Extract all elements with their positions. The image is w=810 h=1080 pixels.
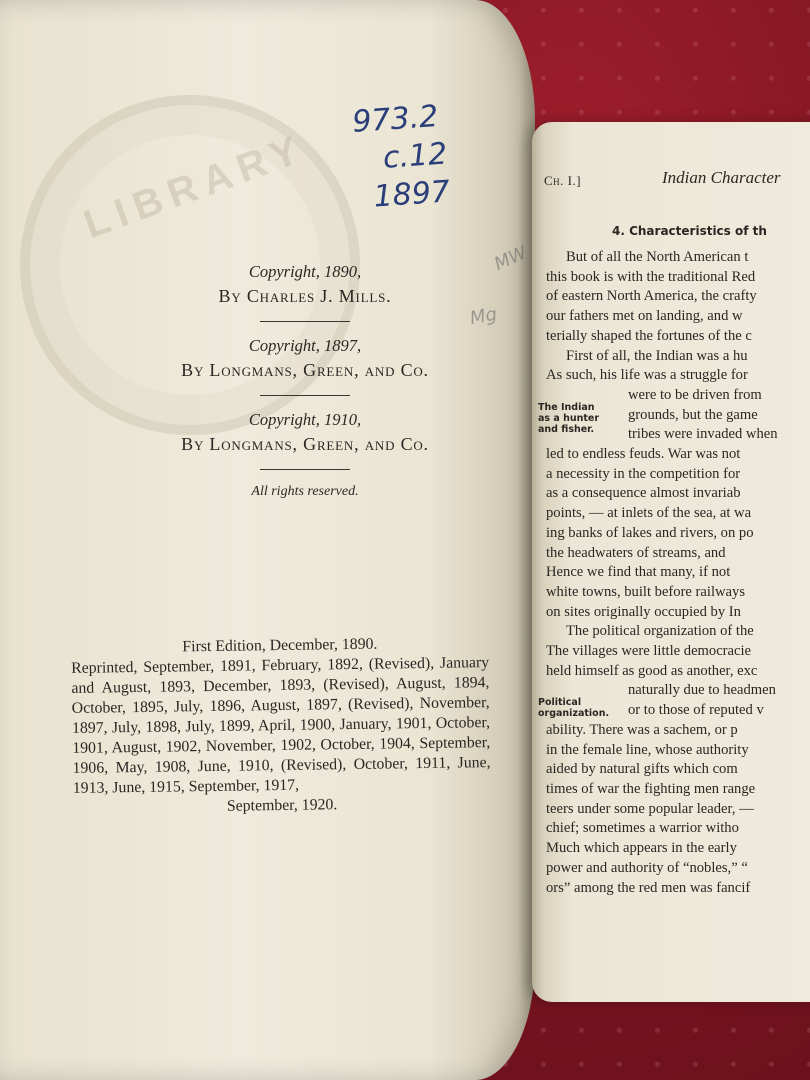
- stamp-lettering: LIBRARY: [78, 126, 312, 247]
- text-line: grounds, but the game: [628, 406, 758, 423]
- text-line: times of war the fighting men range: [546, 780, 756, 797]
- text-line: terially shaped the fortunes of the c: [546, 327, 752, 344]
- text-line: naturally due to headmen: [628, 682, 776, 699]
- margin-note-political: Political organization.: [538, 697, 610, 719]
- copyright-holder: By Charles J. Mills.: [218, 286, 392, 306]
- call-number-line: 1897: [372, 174, 452, 215]
- edition-history: [71, 633, 491, 819]
- call-number-line: 973.2: [351, 98, 440, 140]
- text-line: First of all, the Indian was a hu: [566, 347, 748, 364]
- divider: [260, 321, 350, 322]
- text-line: in the female line, whose authority: [546, 741, 749, 758]
- text-line: led to endless feuds. War was not: [546, 446, 741, 463]
- text-line: as a consequence almost invariab: [546, 485, 741, 502]
- text-line: ors” among the red men was fancif: [546, 879, 751, 896]
- text-line: our fathers met on landing, and w: [546, 308, 743, 325]
- pencil-mark: MW: [491, 241, 531, 276]
- copyright-holder: By Longmans, Green, and Co.: [181, 434, 429, 454]
- rights-reserved: All rights reserved.: [251, 484, 359, 499]
- text-line: of eastern North America, the crafty: [546, 288, 757, 305]
- copyright-line: Copyright, 1910,: [248, 410, 362, 429]
- call-number-line: c.12: [381, 136, 449, 176]
- text-line: or to those of reputed v: [628, 702, 764, 719]
- text-line: a necessity in the competition for: [546, 465, 741, 482]
- section-heading: 4. Characteristics of th: [612, 224, 767, 238]
- running-header: [544, 168, 810, 190]
- text-line: chief; sometimes a warrior witho: [546, 820, 739, 837]
- handwritten-call-number: [351, 96, 469, 217]
- copyright-block: [130, 262, 480, 500]
- divider: [260, 395, 350, 396]
- text-line: power and authority of “nobles,” “: [546, 859, 748, 876]
- right-page-text: [532, 122, 810, 1002]
- body-text: [546, 248, 810, 898]
- last-reprint: September, 1920.: [226, 796, 338, 815]
- chapter-label: Ch. I.]: [544, 173, 582, 188]
- text-line: The villages were little democracie: [546, 643, 752, 660]
- text-line: were to be driven from: [628, 386, 762, 403]
- text-line: The political organization of the: [566, 623, 754, 640]
- text-line: teers under some popular leader, —: [546, 800, 754, 817]
- pencil-mark: Mg: [468, 303, 499, 330]
- text-line: white towns, built before railways: [546, 583, 745, 600]
- copyright-holder: By Longmans, Green, and Co.: [181, 360, 429, 380]
- copyright-line: Copyright, 1890,: [248, 262, 362, 281]
- text-line: But of all the North American t: [566, 249, 749, 265]
- text-line: aided by natural gifts which com: [546, 761, 738, 778]
- divider: [260, 469, 350, 470]
- text-line: held himself as good as another, exc: [546, 662, 758, 679]
- reprint-list: Reprinted, September, 1891, February, 1892, (Revised), January and August, 1893, December, 1893, (Revised), August, 1894, October, 1895, July, 1896, August, 1897, (Revised), November, 1897, July, 1898, July, 1899, April, 1900, January, 1901, October, 1901, August, 1902, November, 1902, October, 1904, September, 1906, May, 1908, June, 1910, (Revised), October, 1911, June, 1913, June, 1915, September, 1917,: [71, 654, 491, 797]
- text-line: this book is with the traditional Red: [546, 268, 756, 285]
- text-line: As such, his life was a struggle for: [546, 367, 748, 384]
- text-line: ability. There was a sachem, or p: [546, 721, 738, 738]
- text-line: Much which appears in the early: [546, 840, 737, 857]
- margin-note-hunter: The Indian as a hunter and fisher.: [538, 402, 600, 435]
- text-line: tribes were invaded when: [628, 426, 778, 443]
- text-line: ing banks of lakes and rivers, on po: [546, 524, 754, 541]
- first-edition: First Edition, December, 1890.: [182, 635, 378, 656]
- copyright-line: Copyright, 1897,: [248, 336, 362, 355]
- text-line: Hence we find that many, if not: [546, 564, 731, 581]
- text-line: on sites originally occupied by In: [546, 603, 741, 620]
- text-line: the headwaters of streams, and: [546, 544, 726, 561]
- running-title: Indian Character: [662, 168, 781, 187]
- text-line: points, — at inlets of the sea, at wa: [546, 505, 752, 522]
